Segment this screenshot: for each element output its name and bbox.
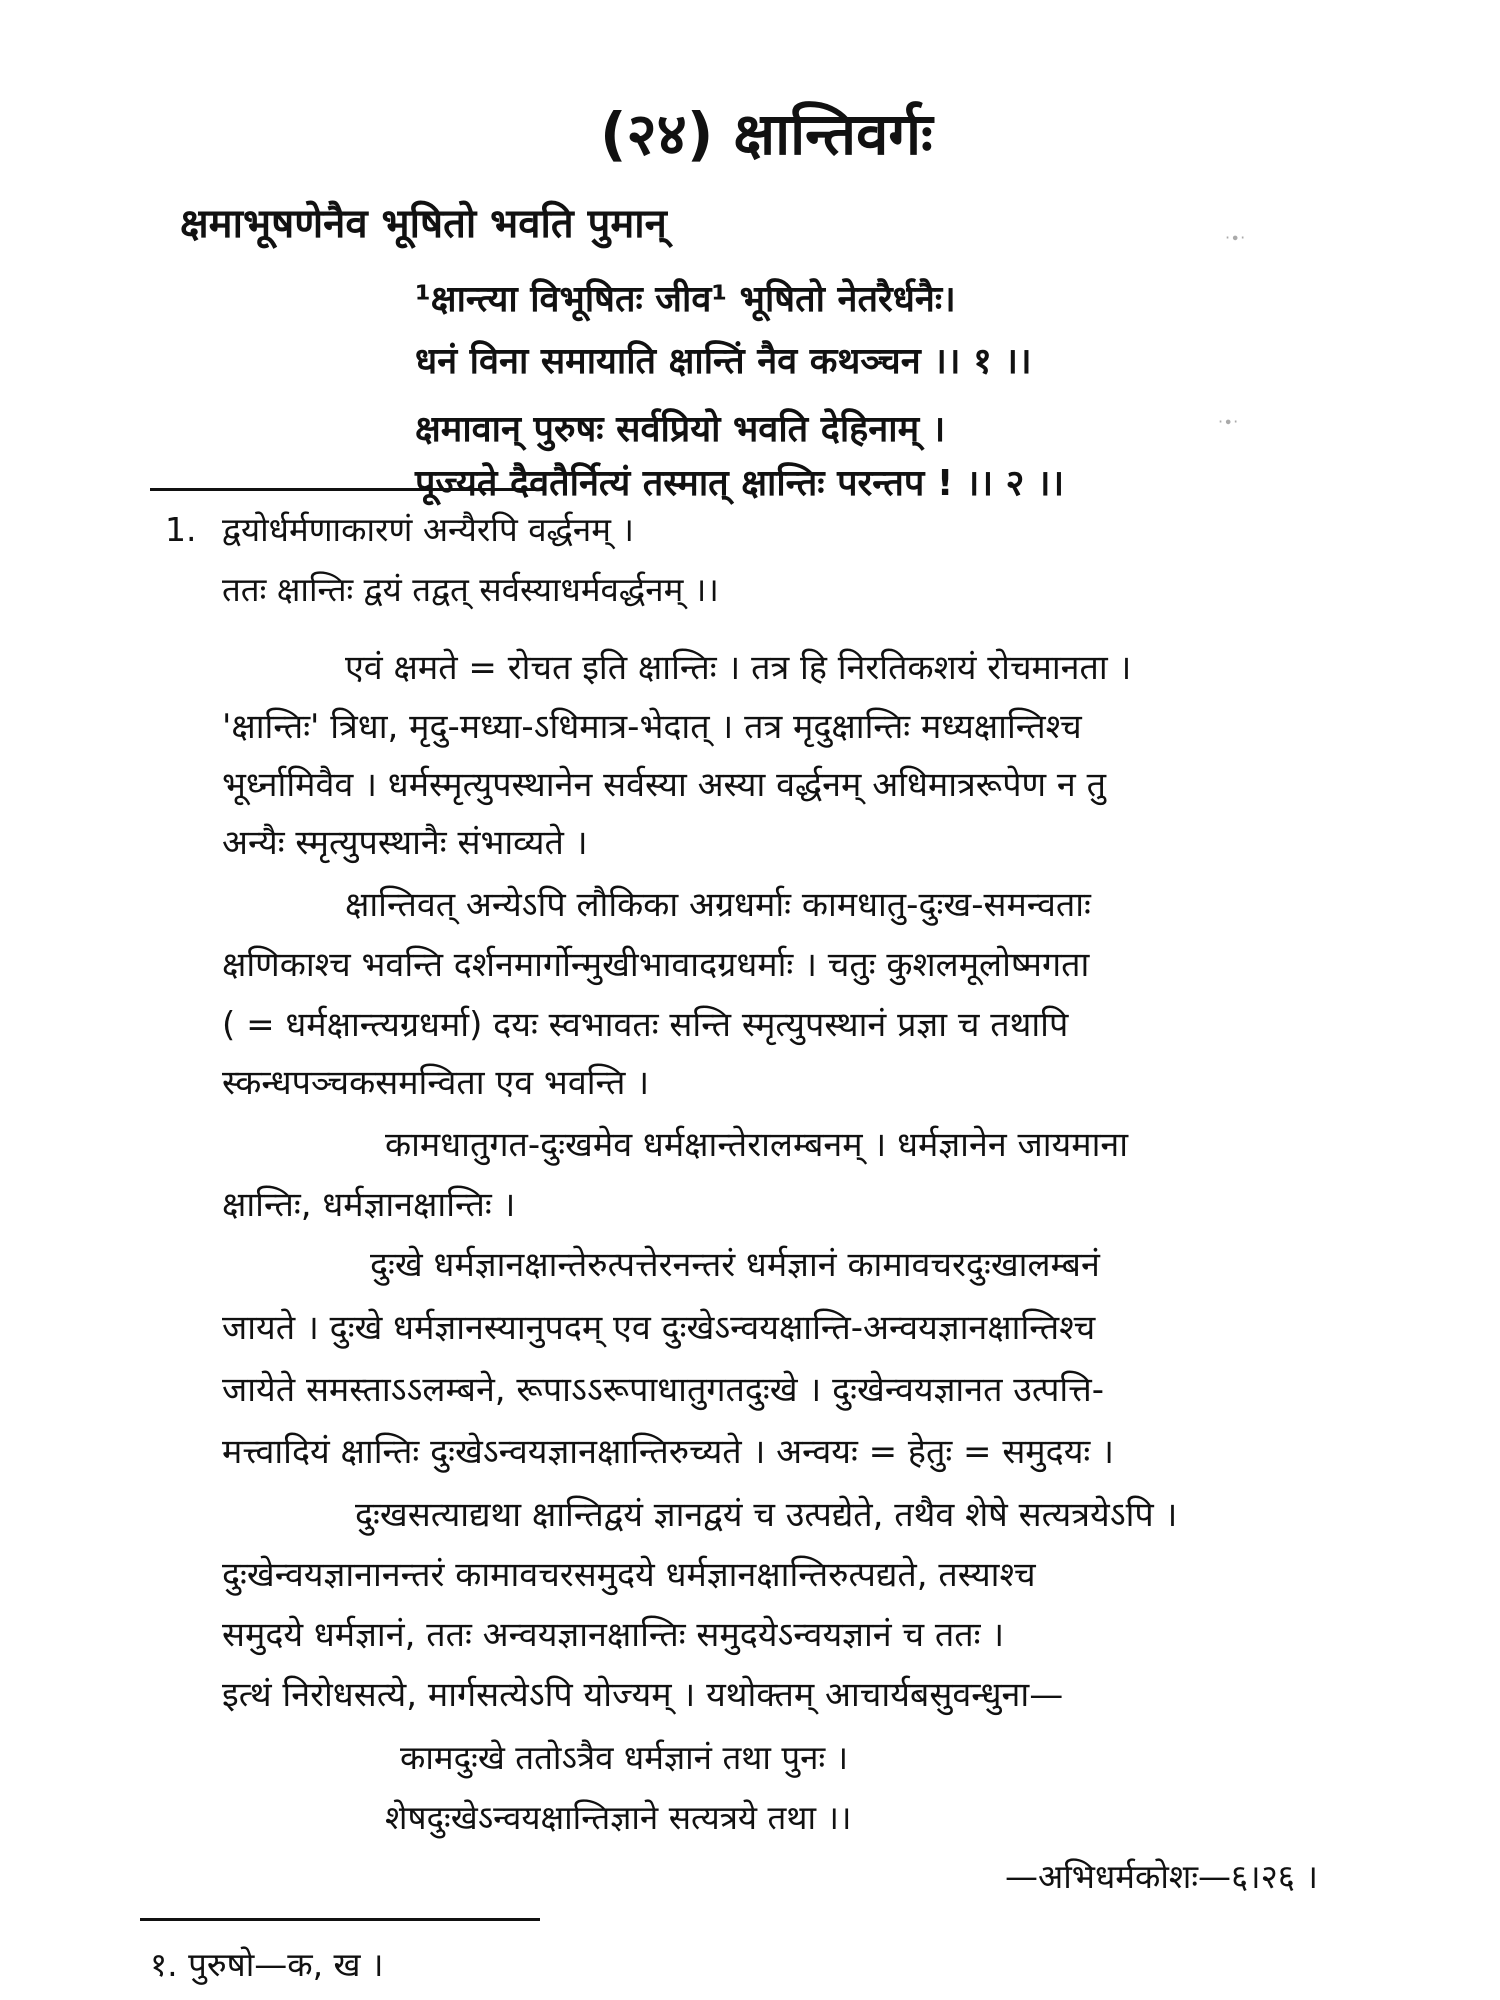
verse-line: क्षमावान् पुरुषः सर्वप्रियो भवति देहिनाम् । <box>415 409 946 450</box>
quotation-line: कामदुःखे ततोऽत्रैव धर्मज्ञानं तथा पुनः । <box>400 1738 849 1777</box>
citation: —अभिधर्मकोशः—६।२६ । <box>1005 1857 1318 1896</box>
paragraph-line: दुःखेन्वयज्ञानानन्तरं कामावचरसमुदये धर्मज्ञानक्षान्तिरुत्पद्यते, तस्याश्च <box>222 1555 1036 1595</box>
quotation-line: शेषदुःखेऽन्वयक्षान्तिज्ञाने सत्यत्रये तथा ।। <box>385 1798 852 1837</box>
paragraph-line: 'क्षान्तिः' त्रिधा, मृदु-मध्या-ऽधिमात्र-भेदात् । तत्र मृदुक्षान्तिः मध्यक्षान्तिश्च <box>222 707 1082 747</box>
section-heading: क्षमाभूषणेनैव भूषितो भवति पुमान् <box>180 201 667 247</box>
note-number: 1. <box>165 510 197 549</box>
paragraph-line: समुदये धर्मज्ञानं, ततः अन्वयज्ञानक्षान्तिः समुदयेऽन्वयज्ञानं च ततः । <box>222 1615 1005 1655</box>
scan-speck: ·∙· <box>1225 228 1246 247</box>
note-line: ततः क्षान्तिः द्वयं तद्वत् सर्वस्याधर्मवर्द्धनम् ।। <box>222 570 719 609</box>
paragraph-line: क्षान्तिवत् अन्येऽपि लौकिका अग्रधर्माः कामधातु-दुःख-समन्वताः <box>345 885 1091 925</box>
paragraph-line: अन्यैः स्मृत्युपस्थानैः संभाव्यते । <box>222 823 588 863</box>
paragraph-line: इत्थं निरोधसत्ये, मार्गसत्येऽपि योज्यम् । यथोक्तम् आचार्यबसुवन्धुना— <box>222 1675 1064 1715</box>
footnote-rule <box>140 1918 540 1921</box>
paragraph-line: मत्त्वादियं क्षान्तिः दुःखेऽन्वयज्ञानक्षान्तिरुच्यते । अन्वयः = हेतुः = समुदयः । <box>222 1432 1114 1472</box>
paragraph-line: जायेते समस्ताऽऽलम्बने, रूपाऽऽरूपाधातुगतदुःखे । दुःखेन्वयज्ञानत उत्पत्ति- <box>222 1370 1104 1410</box>
chapter-title: (२४) क्षान्तिवर्गः <box>600 100 933 168</box>
verse-line: पूज्यते दैवतैर्नित्यं तस्मात् क्षान्तिः परन्तप ! ।। २ ।। <box>415 463 1065 504</box>
scan-speck: ·∙· <box>1218 412 1239 431</box>
paragraph-line: क्षणिकाश्च भवन्ति दर्शनमार्गोन्मुखीभावादग्रधर्माः । चतुः कुशलमूलोष्मगता <box>222 945 1090 985</box>
paragraph-line: कामधातुगत-दुःखमेव धर्मक्षान्तेरालम्बनम् । धर्मज्ञानेन जायमाना <box>385 1125 1129 1165</box>
paragraph-line: ( = धर्मक्षान्त्यग्रधर्मा) दयः स्वभावतः सन्ति स्मृत्युपस्थानं प्रज्ञा च तथापि <box>222 1005 1069 1045</box>
verse-separator-rule <box>150 488 545 491</box>
paragraph-line: जायते । दुःखे धर्मज्ञानस्यानुपदम् एव दुःखेऽन्वयक्षान्ति-अन्वयज्ञानक्षान्तिश्च <box>222 1308 1096 1348</box>
verse-line: धनं विना समायाति क्षान्तिं नैव कथञ्चन ।। १ ।। <box>415 341 1032 382</box>
paragraph-line: दुःखसत्याद्यथा क्षान्तिद्वयं ज्ञानद्वयं च उत्पद्येते, तथैव शेषे सत्यत्रयेऽपि । <box>355 1495 1178 1535</box>
paragraph-line: क्षान्तिः, धर्मज्ञानक्षान्तिः । <box>222 1185 516 1225</box>
paragraph-line: दुःखे धर्मज्ञानक्षान्तेरुत्पत्तेरनन्तरं धर्मज्ञानं कामावचरदुःखालम्बनं <box>370 1245 1100 1285</box>
verse-line: ¹क्षान्त्या विभूषितः जीव¹ भूषितो नेतरैर्धनैः। <box>415 279 956 320</box>
note-line: द्वयोर्धर्मणाकारणं अन्यैरपि वर्द्धनम् । <box>222 510 634 549</box>
paragraph-line: स्कन्धपञ्चकसमन्विता एव भवन्ति । <box>222 1063 650 1103</box>
paragraph-line: एवं क्षमते = रोचत इति क्षान्तिः । तत्र हि निरतिकशयं रोचमानता । <box>345 648 1132 688</box>
footnote: १. पुरुषो—क, ख । <box>150 1945 384 1984</box>
paragraph-line: भूर्ध्नामिवैव । धर्मस्मृत्युपस्थानेन सर्वस्या अस्या वर्द्धनम् अधिमात्ररूपेण न तु <box>222 765 1106 805</box>
